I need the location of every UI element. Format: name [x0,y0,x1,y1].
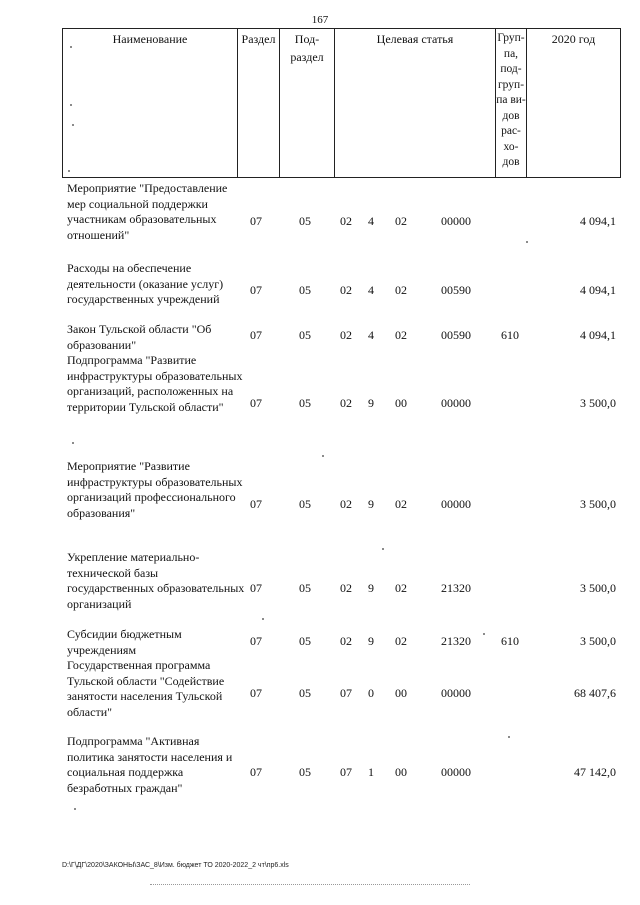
scan-dotted-line [150,884,470,885]
row-cs-program: 07 [340,765,352,779]
row-cs-event: 02 [395,634,407,648]
row-cs-event: 02 [395,497,407,511]
row-name: Субсидии бюджетным учреждениям [67,627,182,657]
row-razdel: 07 [250,686,262,700]
row-cs-event: 00 [395,765,407,779]
row-cs-event: 02 [395,581,407,595]
row-name: Государственная программа Тульской области "Содействие занятости населения Тульской области" [67,658,225,719]
row-razdel: 07 [250,634,262,648]
header-name-label: Наименование [112,32,188,46]
row-amount: 4 094,1 [580,328,616,342]
header-gruppa-line-3: под- [500,63,522,75]
scan-speck [74,808,76,810]
row-cs-subprogram: 9 [368,396,374,410]
header-celevaya-label: Целевая статья [376,32,454,46]
header-name [62,28,238,178]
row-razdel: 07 [250,283,262,297]
header-celevaya [334,28,496,178]
row-podrazdel: 05 [299,214,311,228]
scan-speck [382,548,384,550]
scan-speck [526,241,528,243]
row-cs-subprogram: 0 [368,686,374,700]
row-amount: 3 500,0 [580,497,616,511]
header-gruppa-line-6: дов [502,109,520,122]
row-cs-subprogram: 9 [368,497,374,511]
row-razdel: 07 [250,328,262,342]
header-gruppa-line-8: хо- [503,140,519,153]
row-cs-event: 02 [395,214,407,228]
row-podrazdel: 05 [299,497,311,511]
row-name: Расходы на обеспечение деятельности (оказание услуг) государственных учреждений [67,261,224,306]
header-gruppa-line-1: Груп- [497,32,525,44]
row-podrazdel: 05 [299,396,311,410]
row-cs-direction: 00590 [441,283,471,297]
row-gruppa: 610 [501,634,519,648]
row-cs-direction: 00000 [441,686,471,700]
row-name: Мероприятие "Развитие инфраструктуры образовательных организаций профессионального образования" [67,459,243,520]
row-amount: 4 094,1 [580,283,616,297]
row-amount: 3 500,0 [580,396,616,410]
header-year-label: 2020 год [551,32,596,46]
header-razdel [237,28,280,178]
row-cs-program: 02 [340,396,352,410]
row-cs-subprogram: 4 [368,214,374,228]
row-podrazdel: 05 [299,283,311,297]
row-podrazdel: 05 [299,581,311,595]
row-podrazdel: 05 [299,765,311,779]
row-amount: 47 142,0 [574,765,616,779]
header-year [526,28,621,178]
row-cs-event: 00 [395,686,407,700]
row-name: Подпрограмма "Активная политика занятости населения и социальная поддержка безработных граждан" [67,734,233,795]
row-cs-program: 02 [340,328,352,342]
row-cs-direction: 00000 [441,214,471,228]
row-cs-program: 02 [340,214,352,228]
header-podrazdel [279,28,335,178]
row-gruppa: 610 [501,328,519,342]
row-razdel: 07 [250,581,262,595]
row-amount: 68 407,6 [574,686,616,700]
row-cs-subprogram: 4 [368,328,374,342]
row-cs-subprogram: 4 [368,283,374,297]
scan-speck [262,618,264,620]
row-razdel: 07 [250,765,262,779]
row-podrazdel: 05 [299,634,311,648]
row-cs-event: 00 [395,396,407,410]
row-cs-direction: 00000 [441,765,471,779]
row-cs-program: 07 [340,686,352,700]
row-podrazdel: 05 [299,686,311,700]
row-amount: 3 500,0 [580,634,616,648]
row-name: Мероприятие "Предоставление мер социальной поддержки участникам образовательных отношений" [67,181,228,242]
header-podrazdel-line-1: Под- [294,32,320,46]
scan-speck [68,170,70,172]
row-razdel: 07 [250,214,262,228]
scan-speck [322,455,324,457]
row-cs-subprogram: 9 [368,581,374,595]
row-cs-event: 02 [395,328,407,342]
scan-speck [70,104,72,106]
row-cs-program: 02 [340,634,352,648]
page-number: 167 [311,14,329,26]
header-razdel-label: Раздел [241,32,276,46]
row-podrazdel: 05 [299,328,311,342]
row-cs-subprogram: 1 [368,765,374,779]
row-cs-direction: 00000 [441,497,471,511]
row-name: Укрепление материально-технической базы государственных образовательных организаций [67,550,245,611]
row-cs-program: 02 [340,283,352,297]
row-cs-event: 02 [395,283,407,297]
header-gruppa-line-4: груп- [497,78,525,91]
scan-speck [508,736,510,738]
row-amount: 4 094,1 [580,214,616,228]
footer-file-path: D:\Г\ДГ\2020\ЗАКОНЫ\ЗАС_8\Изм. бюджет ТО 2020-2022_2 чт\пр6.xls [62,862,289,869]
row-cs-program: 02 [340,581,352,595]
header-gruppa-line-2: па, [503,47,519,60]
row-cs-direction: 00000 [441,396,471,410]
row-cs-direction: 21320 [441,581,471,595]
row-name: Подпрограмма "Развитие инфраструктуры образовательных организаций, расположенных на территории Тульской области" [67,353,243,414]
row-name: Закон Тульской области "Об образовании" [67,322,212,352]
scan-speck [70,46,72,48]
row-cs-direction: 00590 [441,328,471,342]
scan-speck [483,633,485,635]
header-podrazdel-line-2: раздел [290,50,324,64]
header-gruppa [495,28,527,178]
header-gruppa-line-7: рас- [501,125,521,137]
row-cs-subprogram: 9 [368,634,374,648]
header-gruppa-line-5: па ви- [496,94,526,106]
scan-speck [72,124,74,126]
row-razdel: 07 [250,497,262,511]
header-gruppa-line-9: дов [502,156,520,168]
row-cs-program: 02 [340,497,352,511]
row-razdel: 07 [250,396,262,410]
row-amount: 3 500,0 [580,581,616,595]
row-cs-direction: 21320 [441,634,471,648]
scan-speck [72,442,74,444]
